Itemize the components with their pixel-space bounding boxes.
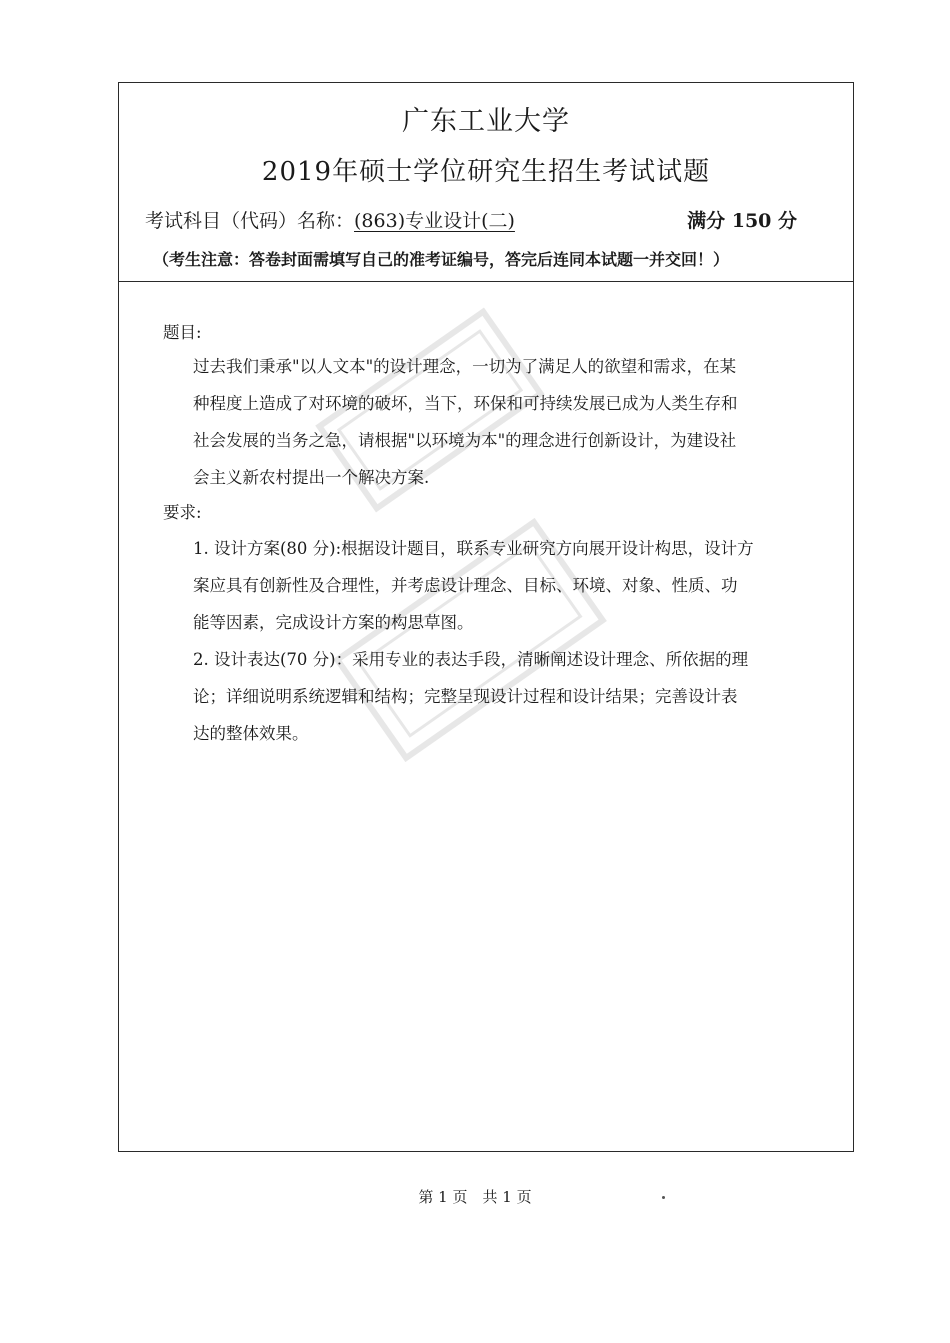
subject-row: [145, 206, 515, 233]
requirement-item-1: [193, 530, 803, 641]
requirement-line: 案应具有创新性及合理性，并考虑设计理念、目标、环境、对象、性质、功: [193, 576, 738, 595]
candidate-notice: （考生注意：答卷封面需填写自己的准考证编号，答完后连同本试题一并交回！）: [153, 250, 730, 269]
requirements-label: 要求:: [163, 503, 202, 522]
question-text: [193, 348, 803, 496]
question-line: 种程度上造成了对环境的破坏，当下，环保和可持续发展已成为人类生存和: [193, 394, 738, 413]
exam-header: [119, 83, 853, 282]
subject-prefix: 考试科目（代码）名称：: [145, 210, 355, 232]
requirement-line: 达的整体效果。: [193, 724, 309, 743]
requirement-line: 论；详细说明系统逻辑和结构；完整呈现设计过程和设计结果；完善设计表: [193, 687, 738, 706]
requirement-item-2: [193, 641, 803, 752]
question-label: 题目:: [163, 323, 202, 342]
question-line: 过去我们秉承"以人文本"的设计理念，一切为了满足人的欲望和需求，在某: [193, 357, 737, 376]
requirement-line: 2. 设计表达(70 分)：采用专业的表达手段，清晰阐述设计理念、所依据的理: [193, 650, 749, 669]
requirement-line: 能等因素，完成设计方案的构思草图。: [193, 613, 474, 632]
university-name: 广东工业大学: [402, 106, 570, 137]
subject-code-name: (863)专业设计(二): [354, 210, 515, 232]
exam-title: 2019年硕士学位研究生招生考试试题: [261, 157, 711, 187]
scan-speck: [662, 1196, 665, 1199]
question-line: 社会发展的当务之急，请根据"以环境为本"的理念进行创新设计，为建设社: [193, 431, 737, 450]
exam-body: [119, 281, 853, 1151]
page-footer: 第 1 页 共 1 页: [418, 1188, 532, 1206]
requirement-line: 1. 设计方案(80 分):根据设计题目，联系专业研究方向展开设计构思，设计方: [193, 539, 754, 558]
full-score: 满分 150 分: [687, 210, 797, 232]
exam-sheet-border: [118, 82, 854, 1152]
question-line: 会主义新农村提出一个解决方案.: [193, 468, 430, 487]
